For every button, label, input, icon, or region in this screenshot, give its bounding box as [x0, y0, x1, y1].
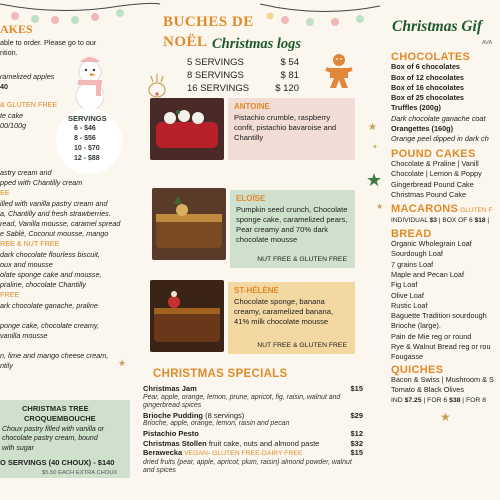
servings-list: [74, 124, 100, 164]
st-helene-card: [228, 282, 355, 354]
special-row: [143, 439, 363, 449]
pound-cakes-heading: POUND CAKES: [391, 147, 476, 160]
eloise-name: ELOÏSE: [236, 194, 266, 203]
quiche-item: Tomato & Black Olives: [391, 385, 464, 395]
serving-row: [187, 69, 299, 82]
cakes-heading: AKES: [0, 22, 33, 36]
star-icon: ★: [376, 202, 384, 211]
servings-row: 6 - $46: [74, 125, 96, 132]
christmas-gifts-title: Christmas Gif: [392, 18, 483, 35]
eloise-desc: Pumpkin seed crunch, Chocolate sponge cake, caramelized pears, Pear creamy and 70% dark chocolate mousse: [236, 205, 348, 244]
bread-item: Brioche (large).: [391, 321, 441, 331]
desc-line: olate sponge cake and mousse,: [0, 270, 102, 280]
special-name: Brioche Pudding: [143, 410, 203, 420]
serving-label: 8 SERVINGS: [187, 70, 244, 81]
desc-tag: REE & NUT FREE: [0, 239, 60, 249]
chocolate-note: Dark chocolate ganache coat: [391, 113, 486, 123]
chocolate-item: Box of 25 chocolates: [391, 93, 464, 103]
bread-item: Organic Wholegrain Loaf: [391, 239, 472, 249]
orangettes-item: Orangettes (160g): [391, 124, 454, 134]
desc-line: dark chocolate flourless biscuit,: [0, 249, 100, 259]
desc-line: chocolate pastry cream, bound: [2, 435, 98, 443]
specials-list: [143, 384, 363, 476]
bread-item: Rye & Walnut Bread reg or rou: [391, 342, 491, 352]
mac-price: $3: [429, 217, 437, 225]
desc-line: oux and mousse: [0, 259, 53, 269]
chocolate-item: Box of 12 chocolates: [391, 72, 464, 82]
special-price: $15: [350, 384, 363, 393]
star-icon: ★: [366, 170, 383, 190]
special-name: Christmas Stollen: [143, 438, 207, 448]
quiche-label: IND: [391, 396, 405, 404]
macarons-heading-row: [391, 204, 500, 216]
macarons-gf-tag: GLUTEN F: [460, 207, 493, 215]
apple-cake-desc: ramelized apples: [0, 72, 55, 81]
chocolate-cake-price: 00/100g: [0, 121, 26, 130]
quiche-prices: [391, 396, 500, 406]
st-helene-name: ST-HÉLÈNE: [234, 286, 279, 295]
croquembouche-title-1: CHRISTMAS TREE: [22, 404, 89, 413]
croquembouche-extra: $5.50 EACH EXTRA CHOUX: [42, 470, 118, 476]
gingerbread-man-icon: [322, 52, 356, 92]
desc-line: illed with vanilla pastry cream and: [0, 198, 108, 208]
buches-servings: [187, 56, 299, 95]
special-row: [143, 384, 363, 394]
desc-line: astry cream and: [0, 168, 52, 177]
chocolate-item: Box of 6 chocolates: [391, 62, 460, 72]
macarons-heading: MACARONS: [391, 203, 459, 216]
servings-title: SERVINGS: [68, 114, 107, 123]
reindeer-icon: [143, 72, 173, 100]
gluten-free-tag: & GLUTEN FREE: [0, 100, 58, 109]
serving-row: [187, 56, 299, 69]
special-row: [143, 429, 363, 439]
special-name: Christmas Jam: [143, 384, 197, 393]
desc-line: praline, chocolate Chantilly: [0, 280, 86, 290]
mac-label: INDIVIDUAL: [391, 217, 430, 225]
eloise-tag: NUT FREE & GLUTEN FREE: [257, 256, 347, 263]
special-extra: (8 servings): [203, 410, 245, 420]
quiches-heading: QUICHES: [391, 363, 444, 376]
special-price: $29: [350, 410, 363, 420]
bread-item: Baguette Tradition sourdough: [391, 311, 487, 321]
star-icon: ★: [118, 358, 127, 368]
desc-line: with sugar: [2, 444, 34, 452]
bread-item: Pain de Mie reg or round: [391, 331, 472, 341]
antoine-card: [228, 98, 355, 160]
macarons-prices: [391, 216, 500, 226]
st-helene-cake-image: [150, 280, 224, 352]
desc-line: read, Vanilla mousse, caramel spread: [0, 219, 121, 229]
serving-label: 16 SERVINGS: [187, 83, 250, 94]
chocolate-item: Box of 16 chocolates: [391, 82, 464, 92]
cakes-intro-line-1: able to order. Please go to our: [0, 38, 97, 47]
antoine-name: ANTOINE: [234, 102, 270, 111]
special-desc: dried fruits (pear, apple, apricot, plum, raisin) almond powder, walnut and spices: [143, 458, 352, 475]
desc-line: a, Chantilly and fresh strawberries.: [0, 208, 111, 218]
mac-label: | BOX OF 6: [436, 217, 475, 225]
special-price: $15: [350, 448, 363, 458]
eloise-cake-image: [152, 188, 226, 260]
quiche-label: | FOR 6: [421, 396, 450, 404]
special-name: Pistachio Pesto: [143, 428, 199, 438]
mac-label: |: [485, 217, 490, 225]
orangettes-note: Orange peel dipped in dark ch: [391, 134, 489, 144]
bread-item: Olive Loaf: [391, 290, 424, 300]
special-extra: VEGAN- GLUTEN FREE-DAIRY FREE: [182, 450, 303, 458]
bread-heading: BREAD: [391, 227, 432, 240]
antoine-desc: Pistachio crumble, raspberry confit, pistachio bavaroise and Chantilly: [234, 113, 337, 142]
bread-item: 7 grains Loaf: [391, 259, 434, 269]
star-icon: ✦: [372, 144, 378, 151]
special-name: Berawecka: [143, 448, 183, 458]
available-label: AVA: [482, 40, 493, 46]
buches-title-2: NOËL: [163, 34, 208, 50]
desc-line: n, lime and mango cheese cream,: [0, 351, 109, 361]
desc-line: pped with Chantilly cream: [0, 178, 83, 188]
pound-item: Gingerbread Pound Cake: [391, 179, 474, 189]
croquembouche-price: O SERVINGS (40 CHOUX) - $140: [0, 458, 115, 467]
special-desc: Brioche, apple, orange, lemon, raisin and pecan: [143, 420, 290, 428]
star-icon: ★: [368, 122, 377, 133]
star-icon: ★: [440, 410, 451, 424]
bread-item: Maple and Pecan Loaf: [391, 269, 465, 279]
desc-line: ponge cake, chocolate creamy,: [0, 320, 99, 330]
chocolates-heading: CHOCOLATES: [391, 51, 471, 63]
left-cake-descriptions: [0, 168, 135, 372]
pound-item: Chocolate & Praline | Vanill: [391, 158, 479, 168]
pound-item: Christmas Pound Cake: [391, 189, 467, 199]
gifts-list: [391, 52, 500, 406]
st-helene-desc: Chocolate sponge, banana creamy, caramelized banana, 41% milk chocolate mousse: [234, 297, 334, 326]
apple-cake-price: 40: [0, 82, 8, 91]
croquembouche-desc: [2, 425, 104, 453]
bread-item: Fougasse: [391, 352, 424, 362]
desc-line: ark chocolate ganache, praline: [0, 300, 98, 310]
serving-label: 5 SERVINGS: [187, 57, 244, 68]
serving-price: $ 120: [275, 83, 299, 94]
desc-line: ntily: [0, 361, 13, 371]
christmas-logs-title: Christmas logs: [212, 36, 302, 52]
special-desc: Pear, apple, orange, lemon, prune, apricot, fig, raisin, walnut and gingerbread spices: [143, 393, 341, 410]
serving-row: [187, 82, 299, 95]
chocolate-item: Truffles (200g): [391, 103, 441, 113]
quiche-item: Bacon & Swiss | Mushroom & S: [391, 374, 494, 384]
specials-title: CHRISTMAS SPECIALS: [153, 368, 288, 380]
quiche-label: | FOR 8: [460, 396, 486, 404]
eloise-card: [230, 190, 355, 268]
serving-price: $ 54: [280, 57, 299, 68]
cakes-intro-line-2: ntion.: [0, 48, 18, 57]
special-row: [143, 448, 363, 459]
quiche-price: $38: [449, 396, 461, 404]
croquembouche-title-2: CROQUEMBOUCHE: [24, 414, 96, 423]
desc-line: Choux pastry filled with vanilla or: [2, 426, 104, 433]
chocolate-cake-desc: te cake: [0, 111, 24, 120]
st-helene-tag: NUT FREE & GLUTEN FREE: [257, 342, 347, 349]
bread-item: Rustic Loaf: [391, 300, 428, 310]
desc-tag: FREE: [0, 290, 20, 300]
desc-line: e Sablé, Coconut mousse, mango: [0, 229, 109, 239]
serving-price: $ 81: [280, 70, 299, 81]
snowman-icon: [60, 52, 120, 112]
desc-tag: EE: [0, 188, 10, 198]
buches-title-1: BUCHES DE: [163, 14, 254, 30]
bread-item: Fig Loaf: [391, 280, 418, 290]
special-row: [143, 411, 363, 421]
quiche-price: $7.25: [404, 396, 422, 404]
servings-row: 10 - $70: [74, 145, 100, 152]
bread-item: Sourdough Loaf: [391, 249, 443, 259]
special-price: $12: [350, 428, 363, 438]
servings-row: 8 - $56: [74, 135, 96, 142]
desc-line: vanilla mousse: [0, 331, 48, 341]
servings-row: 12 - $88: [74, 155, 100, 162]
special-extra: fruit cake, nuts and almond paste: [206, 438, 320, 448]
pound-item: Chocolate | Lemon & Poppy: [391, 169, 482, 179]
antoine-cake-image: [150, 98, 224, 160]
mac-price: $18: [474, 217, 486, 225]
special-price: $32: [350, 438, 363, 448]
